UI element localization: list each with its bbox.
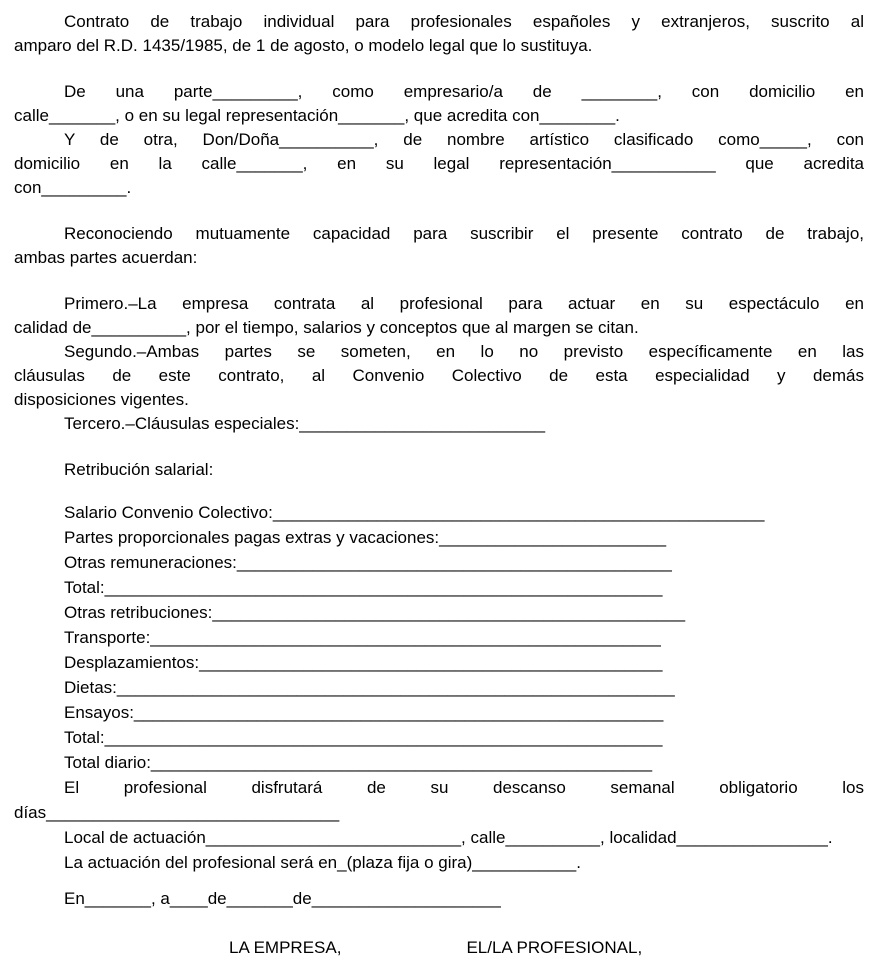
spacer <box>14 482 864 500</box>
rest-days-paragraph <box>14 775 864 825</box>
salary-item-total-diario: Total diario:_____________________________________________________ <box>64 753 653 772</box>
spacer <box>14 58 864 80</box>
spacer <box>14 436 864 458</box>
spacer <box>14 875 864 887</box>
rest-days-line-1: El profesional disfrutará de su descanso semanal obligatorio los <box>64 778 864 797</box>
party-professional-line-1: Y de otra, Don/Doña__________, de nombre artístico clasificado como_____, con <box>64 130 864 149</box>
rest-days-line-2: días_______________________________ <box>14 803 340 822</box>
salary-item-convenio: Salario Convenio Colectivo:____________________________________________________ <box>64 503 765 522</box>
salary-item-dietas: Dietas:___________________________________________________________ <box>64 678 675 697</box>
capacity-paragraph <box>14 222 864 270</box>
contract-title <box>14 10 864 58</box>
salary-items-list <box>14 500 864 875</box>
contract-title-line-1: Contrato de trabajo individual para profesionales españoles y extranjeros, suscrito al <box>64 12 864 31</box>
salary-item-ensayos: Ensayos:________________________________________________________ <box>64 703 664 722</box>
venue-line: Local de actuación___________________________, calle__________, localidad________________. <box>64 828 833 847</box>
salary-item-total: Total:___________________________________________________________ <box>64 578 663 597</box>
party-employer-paragraph <box>14 80 864 128</box>
clause-second-line-1: Segundo.–Ambas partes se someten, en lo no previsto específicamente en las <box>64 342 864 361</box>
signature-professional-label: EL/LA PROFESIONAL, <box>466 938 643 957</box>
salary-item-pagas-extras: Partes proporcionales pagas extras y vacaciones:________________________ <box>64 528 667 547</box>
date-line: En_______, a____de_______de____________________ <box>64 889 501 908</box>
capacity-line-2: ambas partes acuerdan: <box>14 248 198 267</box>
salary-item-transporte: Transporte:______________________________________________________ <box>64 628 661 647</box>
clause-first-line-2: calidad de__________, por el tiempo, salarios y conceptos que al margen se citan. <box>14 318 639 337</box>
clause-first-paragraph <box>14 292 864 340</box>
salary-item-otras-remuneraciones: Otras remuneraciones:______________________________________________ <box>64 553 672 572</box>
signature-company-label: LA EMPRESA, <box>229 938 342 957</box>
capacity-line-1: Reconociendo mutuamente capacidad para suscribir el presente contrato de trabajo, <box>64 224 864 243</box>
clause-third-line: Tercero.–Cláusulas especiales:__________________________ <box>64 414 546 433</box>
party-employer-line-2: calle_______, o en su legal representación_______, que acredita con________. <box>14 106 620 125</box>
clause-first-line-1: Primero.–La empresa contrata al profesional para actuar en su espectáculo en <box>64 294 864 313</box>
clause-second-line-2: cláusulas de este contrato, al Convenio Colectivo de esta especialidad y demás <box>14 366 864 385</box>
clause-second-paragraph <box>14 340 864 412</box>
party-professional-line-3: con_________. <box>14 178 132 197</box>
signature-row <box>14 936 864 960</box>
party-employer-line-1: De una parte_________, como empresario/a de ________, con domicilio en <box>64 82 864 101</box>
party-professional-line-2: domicilio en la calle_______, en su legal representación___________ que acredita <box>14 154 864 173</box>
salary-item-otras-retribuciones: Otras retribuciones:__________________________________________________ <box>64 603 686 622</box>
spacer <box>14 200 864 222</box>
spacer <box>14 911 864 936</box>
salary-item-desplazamientos: Desplazamientos:_________________________________________________ <box>64 653 663 672</box>
clause-second-line-3: disposiciones vigentes. <box>14 390 189 409</box>
performance-line: La actuación del profesional será en_(plaza fija o gira)___________. <box>64 853 581 872</box>
party-professional-paragraph <box>14 128 864 200</box>
salary-heading: Retribución salarial: <box>64 460 214 479</box>
spacer <box>14 270 864 292</box>
salary-item-total-2: Total:___________________________________________________________ <box>64 728 663 747</box>
contract-title-line-2: amparo del R.D. 1435/1985, de 1 de agosto, o modelo legal que lo sustituya. <box>14 36 593 55</box>
